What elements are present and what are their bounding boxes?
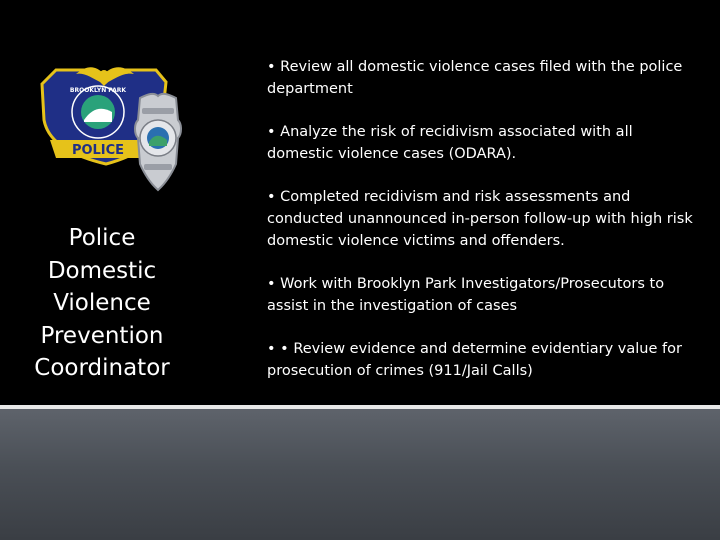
police-badge-icon (135, 94, 181, 190)
slide-footer-area (0, 409, 720, 540)
bullet-item: • Completed recidivism and risk assessments and conducted unannounced in-person follow-up with high risk domestic violence victims and offenders. (267, 189, 693, 249)
bullet-item: • Work with Brooklyn Park Investigators/Prosecutors to assist in the investigation of cases (267, 276, 665, 314)
bullet-item: • • Review evidence and determine evidentiary value for prosecution of crimes (911/Jail Calls) (267, 341, 682, 379)
bullet-list (267, 56, 697, 382)
title-line: Domestic (47, 257, 157, 284)
title-line: Violence (53, 290, 151, 316)
title-line: Prevention (40, 322, 164, 349)
patch-ring-text: BROOKLYN PARK (69, 87, 127, 94)
patch-banner-text: POLICE (71, 143, 125, 158)
title-line: Police (68, 225, 136, 251)
slide-title (22, 222, 182, 385)
police-logos (36, 60, 196, 200)
title-line: Coordinator (34, 355, 170, 381)
bullet-item: • Analyze the risk of recidivism associated with all domestic violence cases (ODARA). (267, 124, 633, 162)
bullet-item: • Review all domestic violence cases filed with the police department (267, 59, 683, 97)
